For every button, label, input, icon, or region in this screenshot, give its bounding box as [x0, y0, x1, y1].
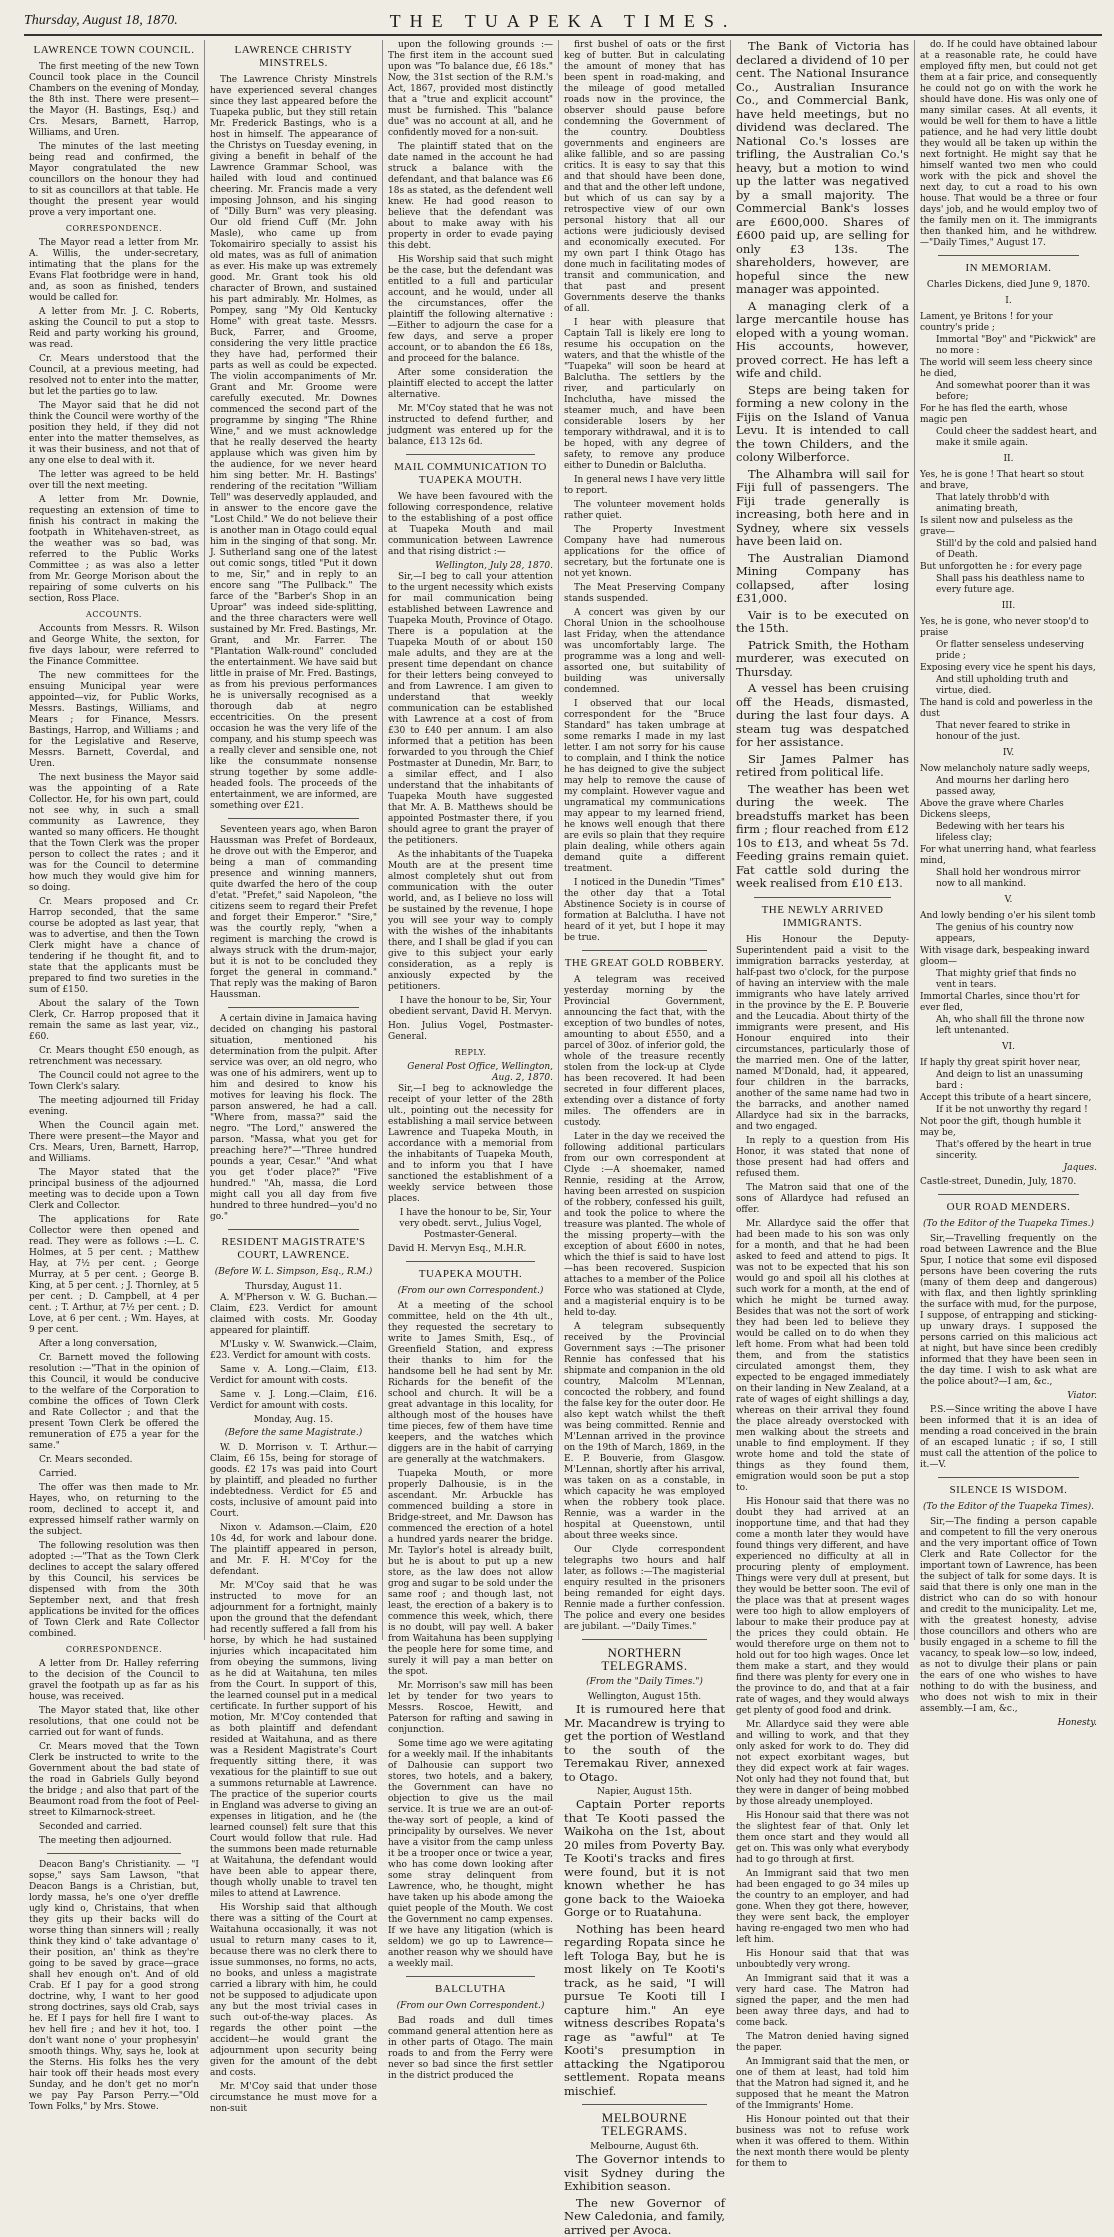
- verse-line: That mighty grief that finds no vent in tears.: [920, 969, 1097, 991]
- paragraph: Vair is to be executed on the 15th.: [736, 609, 909, 636]
- paragraph: At a meeting of the school committee, held on the 4th ult., they requested the secretary to write to James Smith, Esq., of Greenfield Station, and express their thanks to him for the handsome bell he had sent by Mr. Richards for the benefit of the school and church. It will be a great advantage in this locality, for although most of the houses have time pieces, few of them have time keepers, and the watches which diggers are in the habit of carrying are generally at the watchmakers.: [388, 1301, 553, 1466]
- paragraph: W. D. Morrison v. T. Arthur.—Claim, £6 15s, being for storage of goods. £2 17s was paid into Court by plaintiff, and pleaded no further indebtedness. Verdict for £5 and costs, inclusive of amount paid into Court.: [210, 1443, 377, 1520]
- paragraph: Steps are being taken for forming a new colony in the Fijis on the Island of Vanua Levu. It is intended to call the town Childers, and the colony Wilberforce.: [736, 384, 909, 465]
- paragraph: The Matron denied having signed the paper.: [736, 2032, 909, 2054]
- signature: I have the honour to be, Sir, Your obedient servant, David H. Mervyn.: [388, 996, 553, 1018]
- subheading: (From our own Correspondent.): [388, 1286, 553, 1297]
- paragraph: Sir James Palmer has retired from political life.: [736, 753, 909, 780]
- verse-line: The genius of his country now appears,: [920, 923, 1097, 945]
- article-heading: THE GREAT GOLD ROBBERY.: [564, 957, 725, 970]
- paragraph: The Australian Diamond Mining Company has collapsed, after losing £31,000.: [736, 552, 909, 606]
- verse-line: Accept this tribute of a heart sincere,: [920, 1093, 1097, 1104]
- paragraph: The Matron said that one of the sons of Allardyce had refused an offer.: [736, 1183, 909, 1216]
- verse-line: Is silent now and pulseless as the grave—: [920, 516, 1097, 538]
- article-heading: IN MEMORIAM.: [920, 262, 1097, 275]
- paragraph: Sir,—Travelling frequently on the road between Lawrence and the Blue Spur, I notice that some evil disposed persons have been covering the ruts (many of them deep and dangerous) with flax, and then lightly sprinkling the surface with mud, for the purpose, I suppose, of entrapping and sticking-up unwary drays. I supposed the persons carried on this malicious act at night, but have since been credibly informed that they have been seen in the day time. I wish to ask what are the police about?—I am, &c.,: [920, 1234, 1097, 1388]
- paragraph: In reply to a question from His Honor, it was stated that none of those present had had offers and refused them.: [736, 1136, 909, 1180]
- column-2: [204, 40, 382, 1640]
- author-signature: Jaques.: [920, 1163, 1097, 1174]
- verse-line: That's offered by the heart in true sincerity.: [920, 1140, 1097, 1162]
- paragraph: A concert was given by our Choral Union in the schoolhouse last Friday, when the attendance was uncomfortably large. The programme was a long and well-assorted one, but suitability of building was universally condemned.: [564, 608, 725, 696]
- paragraph: The new Governor of New Caledonia, and family, arrived per Avoca.: [564, 2197, 725, 2237]
- paragraph: Sir,—The finding a person capable and competent to fill the very onerous and the very important office of Town Clerk and Rate Collector for the important town of Lawrence, has been the subject of talk for some days. It is said that there is only one man in the district who can do so with honour and credit to the municipality. Let me, with the greatest honesty, advise those councillors and others who are busily engaged in a scheme to fill the vacancy, to speak low—so low, indeed, as not to divulge their plans or pain the ears of one who wishes to have nothing to do with the business, and who does not wish to mix in their assembly.—I am, &c.,: [920, 1517, 1097, 1715]
- paragraph: The Mayor read a letter from Mr. A. Willis, the under-secretary, intimating that the plans for the Evans Flat footbridge were in hand, and, as soon as finished, tenders would be called for.: [29, 238, 199, 304]
- paragraph: Same v. J. Long.—Claim, £16. Verdict for amount with costs.: [210, 1390, 377, 1412]
- paragraph: Some time ago we were agitating for a weekly mail. If the inhabitants of Dalhousie can support two stores, two hotels, and a bakery, the Government can have no objection to give us the mail service. It is true we are an out-of-the-way sort of people, a kind of principality by ourselves. We never have a visitor from the camp unless it be a trooper once or twice a year, who has come down looking after some stray delinquent from Lawrence, who, he thought, might have taken up his abode among the quiet people of the Mouth. We cost the Government no camp expenses. If we have any litigation (which is seldom) we go up to Lawrence—another reason why we should have a weekly mail.: [388, 1739, 553, 1970]
- column-4: [558, 40, 730, 1640]
- paragraph: The meeting then adjourned.: [29, 1836, 199, 1847]
- place-date: Castle-street, Dunedin, July, 1870.: [920, 1177, 1097, 1188]
- paragraph: Tuapeka Mouth, or more properly Dalhousie, is in the ascendant. Mr. Arbuckle has commenced building a store in Bridge-street, and Mr. Dawson has commenced the erection of a hotel a hundred yards nearer the bridge. Mr. Taylor's hotel is already built, but he is about to put up a new store, as the law does not allow grog and sugar to be sold under the same roof ; and though last, not least, the erection of a bakery is to commence this week, which, there is no doubt, will pay well. A baker from Waitahuna has been supplying the people here for some time, and surely it will pay a man better on the spot.: [388, 1469, 553, 1678]
- divider: [582, 950, 707, 951]
- verse-line: But unforgotten he : for every page: [920, 562, 1097, 573]
- paragraph: A letter from Mr. J. C. Roberts, asking the Council to put a stop to Reid and party working his ground, was read.: [29, 307, 199, 351]
- verse-line: The hand is cold and powerless in the dust: [920, 698, 1097, 720]
- paragraph: When the Council again met. There were present—the Mayor and Crs. Mears, Uren, Barnett, Harrop, and Williams.: [29, 1121, 199, 1165]
- verse-line: For he has fled the earth, whose magic pen: [920, 404, 1097, 426]
- paragraph: Carried.: [29, 1469, 199, 1480]
- signature: I have the honour to be, Sir, Your very obedt. servt., Julius Vogel, Postmaster-General.: [388, 1208, 553, 1241]
- paragraph: A managing clerk of a large mercantile house has eloped with a young woman. His accounts, however, proved correct. He has left a wife and child.: [736, 300, 909, 381]
- paragraph: An Immigrant said that the men, or one of them at least, had told him that the Matron had signed it, and he supposed that he meant the Matron of the Immigrants' Home.: [736, 2057, 909, 2112]
- article-heading: LAWRENCE TOWN COUNCIL.: [29, 44, 199, 57]
- stanza-number: II.: [920, 454, 1097, 465]
- paragraph: His Honour said that that was unboubtedly very wrong.: [736, 1949, 909, 1971]
- paragraph: A certain divine in Jamaica having decided on changing his pastoral situation, mentioned his determination from the pulpit. After service was over, an old negro, who was one of his admirers, went up to him and desired to know his motives for leaving his flock. The parson answered, he had a call. "Where from, massa?" said the negro. "The Lord," answered the parson. "Massa, what you get for preaching here?"—"Three hundred pounds a year, Cesar." "And what you get t'oder place?" "Five hundred." "Ah, massa, die Lord might call you all day from five hundred to three hundred—you'd no go.": [210, 1014, 377, 1223]
- paragraph: About the salary of the Town Clerk, Cr. Harrop proposed that it remain the same as last year, viz., £60.: [29, 999, 199, 1043]
- paragraph: The weather has been wet during the week. The breadstuffs market has been firm ; flour reached from £12 10s to £13, and wheat 5s 7d. Feeding grains remain quiet. Fat cattle sold during the week realised from £10 £13.: [736, 783, 909, 891]
- paragraph: In general news I have very little to report.: [564, 475, 725, 497]
- paragraph: The Mayor stated that the principal business of the adjourned meeting was to decide upon a Town Clerk and Collector.: [29, 1168, 199, 1212]
- paragraph: The offer was then made to Mr. Hayes, who, on returning to the room, declined to accept it, and expressed himself rather warmly on the subject.: [29, 1483, 199, 1538]
- paragraph: After some consideration the plaintiff elected to accept the latter alternative.: [388, 368, 553, 401]
- paragraph: A letter from Mr. Downie, requesting an extension of time to finish his contract in making the footpath in Whitehaven-street, as the weather was so bad, was referred to the Public Works Committee ; as was also a letter from Mr. George Morison about the repairing of some culverts on his section, Ross Place.: [29, 495, 199, 605]
- paragraph: M'Lusky v. W. Swanwick.—Claim, £23. Verdict for amount with costs.: [210, 1340, 377, 1362]
- dateline: Wellington, August 15th.: [564, 1692, 725, 1703]
- paragraph: Cr. Mears moved that the Town Clerk be instructed to write to the Government about the bad state of the road in Gabriels Gully beyond the bridge ; and also that part of the Beaumont road from the foot of Peel-street to Kilmarnock-street.: [29, 1742, 199, 1819]
- verse-line: Shall hold her wondrous mirror now to all mankind.: [920, 868, 1097, 890]
- paragraph: His Worship said that such might be the case, but the defendant was entitled to a full and particular account, and he would, under all the circumstances, offer the plaintiff the following alternative :—Either to adjourn the case for a few days, and serve a proper account, or to abandon the £6 18s, and proceed for the balance.: [388, 255, 553, 365]
- paragraph: upon the following grounds :—The first item in the account sued upon was "To balance due, £6 18s." Now, the 31st section of the R.M.'s Act, 1867, provided most distinctly that a "true and explicit account" must be furnished. This "balance due" was no account at all, and he confidently moved for a non-suit.: [388, 40, 553, 139]
- verse-line: Now melancholy nature sadly weeps,: [920, 764, 1097, 775]
- divider: [228, 1007, 359, 1008]
- masthead: [24, 8, 1102, 36]
- paragraph: His Honour pointed out that their business was not to refuse work when it was offered to them. Within the next month there would be plenty for them to: [736, 2115, 909, 2170]
- paragraph: Cr. Mears seconded.: [29, 1455, 199, 1466]
- paragraph: We have been favoured with the following correspondence, relative to the establishing of a post office at Tuapeka Mouth and mail communication between Lawrence and that rising district :—: [388, 492, 553, 558]
- article-heading: LAWRENCE CHRISTY MINSTRELS.: [210, 44, 377, 70]
- paragraph: The letter was agreed to be held over till the next meeting.: [29, 470, 199, 492]
- paragraph: Bad roads and dull times command general attention here as in other parts of Otago. The main roads to and from the Ferry were never so bad since the first settler in the district produced the: [388, 2016, 553, 2082]
- verse-line: Could cheer the saddest heart, and make it smile again.: [920, 427, 1097, 449]
- divider: [47, 1853, 181, 1854]
- subheading: (From the "Daily Times."): [564, 1677, 725, 1688]
- stanza-number: V.: [920, 895, 1097, 906]
- paragraph: Sir,—I beg to call your attention to the urgent necessity which exists for mail communication being established between Lawrence and Tuapeka Mouth, Province of Otago. There is a population at the Tuapeka Mouth of or about 150 male adults, and they are at the present time dependant on chance for their letters being conveyed to and from Lawrence. I am given to understand that weekly communication can be established with Lawrence at a cost of from £30 to £40 per annum. I am also informed that a petition has been forwarded to you through the Chief Postmaster at Dunedin, Mr. Barr, to a similar effect, and I also understand that the inhabitants of Tuapeka Mouth have suggested that Mr. A. B. Matthews should be appointed Postmaster there, if you should agree to grant the prayer of the petitioners.: [388, 572, 553, 847]
- column-3: [382, 40, 558, 1640]
- divider: [406, 1976, 535, 1977]
- paragraph: The volunteer movement holds rather quiet.: [564, 500, 725, 522]
- stanza-number: III.: [920, 601, 1097, 612]
- article-heading: TUAPEKA MOUTH.: [388, 1268, 553, 1281]
- newspaper-title: THE TUAPEKA TIMES.: [390, 11, 737, 32]
- paragraph: After a long conversation,: [29, 1339, 199, 1350]
- divider: [406, 454, 535, 455]
- paragraph: The minutes of the last meeting being read and confirmed, the Mayor congratulated the new councillors on the honour they had to sit as councillors at that table. He thought the present year would prove a very important one.: [29, 142, 199, 219]
- paragraph: His Honour said that there was no doubt they had arrived at an inopportune time, and that had they come a month later they would have found things very different, and have experienced no difficulty at all in procuring plenty of employment. Things were very dull at present, but they would be better soon. The evil of the place was that at present wages were too high to allow employers of labour to make their produce pay at the prices they could obtain. He would therefore urge on them not to hold out for too high wages. Once let them make a start, and they would find there was plenty for every one in the province to do, and that at a fair rate of wages, and they would always get plenty of good food and drink.: [736, 1497, 909, 1717]
- paragraph: The new committees for the ensuing Municipal year were appointed—viz, for Public Works, Messrs. Bastings, Williams, and Mears ; for Finance, Messrs. Bastings, Harrop, and Williams ; and for the Legislative and Reserve, Messrs. Barnett, Coverdal, and Uren.: [29, 671, 199, 770]
- paragraph: Cr. Barnett moved the following resolution :—"That in the opinion of this Council, it would be conducive to the welfare of the Corporation to combine the offices of Town Clerk and Rate Collector ; and that the present Town Clerk be offered the remuneration of £75 a year for the same.": [29, 1353, 199, 1452]
- article-heading: OUR ROAD MENDERS.: [920, 1201, 1097, 1214]
- poem: [920, 296, 1097, 1162]
- verse-line: Yes, he is gone, who never stoop'd to praise: [920, 617, 1097, 639]
- paragraph: Later in the day we received the following additional particulars from our own correspondent at Clyde :—A shoemaker, named Rennie, residing at the Arrow, having been arrested on suspicion of the robbery, confessed his guilt, and took the police to where the treasure was planted. The whole of the missing property—with the exception of about £600 in notes, which the thief is said to have lost—has been recovered. Suspicion attaches to a member of the Police Force who was stationed at Clyde, and a magisterial enquiry is to be held to-day.: [564, 1132, 725, 1319]
- verse-line: Immortal "Boy" and "Pickwick" are no more :: [920, 335, 1097, 357]
- subheading: (From our Own Correspondent.): [388, 2001, 553, 2012]
- divider: [938, 255, 1079, 256]
- paragraph: As the inhabitants of the Tuapeka Mouth are at the present time almost completely shut out from communication with the outer world, and, as I believe no loss will be sustained by the revenue, I hope you will see your way to comply with the wishes of the inhabitants there, and I shall be glad if you can give to this subject your early consideration, as a reply is anxiously expected by the petitioners.: [388, 850, 553, 993]
- verse-line: Bedewing with her tears his lifeless clay;: [920, 822, 1097, 844]
- article-columns: [24, 40, 1102, 1640]
- paragraph: It is rumoured here that Mr. Macandrew is trying to get the portion of Westland to the south of the Teremakau River, annexed to Otago.: [564, 1703, 725, 1784]
- dateline: Napier, August 15th.: [564, 1787, 725, 1798]
- section-subheading: ACCOUNTS.: [29, 609, 199, 620]
- dateline: Melbourne, August 6th.: [564, 2142, 725, 2153]
- divider: [754, 897, 891, 898]
- paragraph: A. M'Pherson v. W. G. Buchan.—Claim, £23. Verdict for amount claimed with costs. Mr. Gooday appeared for plaintiff.: [210, 1293, 377, 1337]
- verse-line: Or flatter senseless undeserving pride ;: [920, 640, 1097, 662]
- addressee: Hon. Julius Vogel, Postmaster-General.: [388, 1021, 553, 1043]
- subheading: (To the Editor of the Tuapeka Times.): [920, 1219, 1097, 1230]
- divider: [582, 2104, 707, 2105]
- paragraph: A telegram subsequently received by the Provincial Government says :—The prisoner Rennie has confessed that his shipmate and companion in the old country, Malcolm M'Lennan, concocted the robbery, and found the false key for the outer door. He also kept watch whilst the theft was being committed. Rennie and M'Lennan arrived in the province on the 19th of March, 1869, in the E. P. Bouverie, from Glasgow. M'Lennan, shortly after his arrival, was taken on as a constable, in which capacity he was employed when the robbery took place. Rennie, was a warder in the hospital at Queenstown, until about three weeks since.: [564, 1322, 725, 1542]
- column-6: [914, 40, 1102, 1640]
- paragraph: The Governor intends to visit Sydney during the Exhibition season.: [564, 2153, 725, 2194]
- subheading: (To the Editor of the Tuapeka Times).: [920, 1502, 1097, 1513]
- divider: [228, 1229, 359, 1230]
- paragraph: first bushel of oats or the first keg of butter. But in calculating the amount of money that has been spent in road-making, and the mileage of good metalled roads now in the province, the observer should pause before condemning the Government of the country. Doubtless governments and engineers are alike fallible, and so are passing critics. It is easy to say that this and that should have been done, and that and the other left undone, but which of us can say by a retrospective view of our own personal history that all our actions were judiciously devised and economically executed. For my own part I think Otago has done much in facilitating modes of transit and communication, and that past and present Governments deserve the thanks of all.: [564, 40, 725, 315]
- paragraph: A vessel has been cruising off the Heads, dismasted, during the last four days. A steam tug was despatched for her assistance.: [736, 682, 909, 750]
- paragraph: His Honour the Deputy-Superintendent paid a visit to the immigration barracks yesterday, at half-past two o'clock, for the purpose of having an interview with the male immigrants who have lately arrived in the province by the E. P. Bouverie and the Leucadia. About thirty of the immigrants were present, and His Honour enquired into their circumstances, particularly those of the married men. One of the latter, named M'Donald, had, it appeared, four children in the barracks, another of the same name had two in the barracks, and another named Allardyce had six in the barracks, and two engaged.: [736, 935, 909, 1133]
- dedication: Charles Dickens, died June 9, 1870.: [920, 280, 1097, 291]
- stanza-number: I.: [920, 296, 1097, 307]
- paragraph: Nixon v. Adamson.—Claim, £20 10s 4d, for work and labour done. The plaintiff appeared in person, and Mr. F. H. M'Coy for the defendant.: [210, 1523, 377, 1578]
- divider: [582, 1639, 707, 1640]
- article-heading: MAIL COMMUNICATION TO TUAPEKA MOUTH.: [388, 461, 553, 487]
- subheading: (Before the same Magistrate.): [210, 1428, 377, 1439]
- paragraph: I observed that our local correspondent for the "Bruce Standard" has taken umbrage at some remarks I made in my last letter. I am not sorry for his cause to complain, and I think the notice he has deigned to give the subject may help to remove the cause of my complaint. However vague and ungramatical my communications may appear to my learned friend, he knows well enough that there are evils so plain that they require plain dealing, while others again demand quite a different treatment.: [564, 699, 725, 875]
- verse-line: The world will seem less cheery since he died,: [920, 358, 1097, 380]
- author-signature: Honesty.: [920, 1718, 1097, 1729]
- verse-line: If haply thy great spirit hover near,: [920, 1058, 1097, 1069]
- verse-line: Exposing every vice he spent his days,: [920, 663, 1097, 674]
- paragraph: The next business the Mayor said was the appointing of a Rate Collector. He, for his own part, could not see why, in such a small community as Lawrence, they wanted so many officers. He thought that the Town Clerk was the proper person to collect the rates ; and it was for the Council to determine how much they would give him for so doing.: [29, 773, 199, 894]
- paragraph: An Immigrant said that it was a very hard case. The Matron had signed the paper, and the men had been away three days, and had to come back.: [736, 1974, 909, 2029]
- dateline: General Post Office, Wellington, Aug. 2, 1870.: [388, 1062, 553, 1084]
- article-heading: BALCLUTHA: [388, 1983, 553, 1996]
- divider: [406, 1261, 535, 1262]
- paragraph: The applications for Rate Collector were then opened and read. They were as follows :—L. C. Holmes, at 5 per cent. ; Matthew Hay, at 7½ per cent. ; George Murray, at 5 per cent. ; George B. King, at 5 per cent. ; J. Thornley, at 5 per cent. ; D. Campbell, at 4 per cent. ; T. Arthur, at 7½ per cent. ; D. Love, at 6 per cent. ; Wm. Hayes, at 9 per cent.: [29, 1215, 199, 1336]
- divider: [938, 1477, 1079, 1478]
- paragraph: His Worship said that although there was a sitting of the Court at Waitahuna occasionally, it was not usual to return many cases to it, because there was no clerk there to issue summonses, no forms, no acts, no books, and unless a magistrate carried a library with him, he could not be supposed to adjudicate upon any but the most trivial cases in such out-of-the-way places. As regards the other point —the accident—he would grant the adjournment upon security being given for the amount of the debt and costs.: [210, 1903, 377, 2079]
- verse-line: Immortal Charles, since thou'rt for ever fled,: [920, 992, 1097, 1014]
- verse-line: Yes, he is gone ! That heart so stout and brave,: [920, 470, 1097, 492]
- verse-line: And still upholding truth and virtue, died.: [920, 675, 1097, 697]
- column-1: [24, 40, 204, 1640]
- paragraph: A telegram was received yesterday morning by the Provincial Government, announcing the fact that, with the exception of two bundles of notes, amounting to about £550, and a parcel of 30oz. of inferior gold, the whole of the treasure recently stolen from the lock-up at Clyde has been recovered. It had been secreted in four different places, extending over a distance of forty miles. The offenders are in custody.: [564, 975, 725, 1129]
- divider: [938, 1194, 1079, 1195]
- verse-line: And lowly bending o'er his silent tomb: [920, 911, 1097, 922]
- verse-line: For what unerring hand, what fearless mind,: [920, 845, 1097, 867]
- verse-line: If it be not unworthy thy regard !: [920, 1105, 1097, 1116]
- paragraph: A letter from Dr. Halley referring to the decision of the Council to gravel the footpath up as far as his house, was received.: [29, 1659, 199, 1703]
- paragraph: Mr. M'Coy stated that he was not instructed to defend further, and judgment was entered up for the balance, £13 12s 6d.: [388, 404, 553, 448]
- verse-line: And deign to list an unassuming bard :: [920, 1070, 1097, 1092]
- verse-line: Shall pass his deathless name to every future age.: [920, 574, 1097, 596]
- paragraph: Mr. M'Coy said that he was instructed to move for an adjournment for a fortnight, mainly upon the ground that the defendant had recently suffered a fall from his horse, by which he had sustained injuries which incapacitated him from obeying the summons, living as he did at Waitahuna, ten miles from the Court. In support of this, the learned counsel put in a medical certificate. In further support of his motion, Mr. M'Coy contended that as both plaintiff and defendant resided at Waitahuna, and as there was a Resident Magistrate's Court frequently sitting there, it was vexatious for the plaintiff to sue out a summons returnable at Lawrence. The practice of the superior courts in England was adverse to giving an expenses in litigation, and he (the learned counsel) felt sure that this Court would follow that rule. Had the summons been made returnable at Waitahuna, the defendant would have been able to appear there, though wholly unable to travel ten miles to attend at Lawrence.: [210, 1581, 377, 1900]
- issue-date: Thursday, August 18, 1870.: [24, 13, 284, 29]
- verse-line: And somewhat poorer than it was before;: [920, 381, 1097, 403]
- article-heading: MELBOURNE TELEGRAMS.: [564, 2111, 725, 2137]
- paragraph: The Meat Preserving Company stands suspended.: [564, 583, 725, 605]
- paragraph: Cr. Mears proposed and Cr. Harrop seconded, that the same course be adopted as last year, that was to advertise, and then the Town Clerk might have a chance of tendering if he thought fit, and to state that the applicants must be prepared to find two sureties in the sum of £150.: [29, 897, 199, 996]
- section-subheading: REPLY.: [388, 1047, 553, 1058]
- paragraph: Mr. Allardyce said they were able and willing to work, and that they only asked for work to do. They did not expect exorbitant wages, but they did expect work at fair wages. Not only had they not found that, but they were in danger of being mobbed by those already unemployed.: [736, 1720, 909, 1808]
- paragraph: The Property Investment Company have had numerous applications for the office of secretary, but the fortunate one is not yet known.: [564, 525, 725, 580]
- paragraph: Sir,—I beg to acknowledge the receipt of your letter of the 28th ult., pointing out the necessity for establishing a mail service between Lawrence and Tuapeka Mouth, in accordance with a memorial from the inhabitants of Tuapeka Mouth, and to inform you that I have sanctioned the establishment of a weekly service between those places.: [388, 1084, 553, 1205]
- verse-line: With visage dark, bespeaking inward gloom—: [920, 946, 1097, 968]
- paragraph: The Lawrence Christy Minstrels have experienced several changes since they last appeared before the Tuapeka public, but they still retain Mr. Frederick Bastings, who is a host in himself. The appearance of the Christys on Tuesday evening, in giving a benefit in behalf of the Lawrence Grammar School, was hailed with loud and continued cheering. Mr. Francis made a very imposing Johnson, and his singing of "Dilly Burn" was very pleasing. Our old friend Cuff (Mr. John Masle), who came up from Tokomairiro specially to assist his old mates, was as full of animation as ever. His make up was extremely good. Mr. Grant took his old character of Brown, and sustained his part admirably. Mr. Holmes, as Pompey, sang "My Old Kentucky Home" with great taste. Messrs. Buck, Farrer, and Groome, considering the very little practice they have had, performed their parts as well as could be expected. The violin accompaniments of Mr. Grant and Mr. Groome were carefully executed. Mr. Downes commenced the second part of the programme by singing "The Rhine Wine," and we must acknowledge that he really deserved the hearty applause which was given him by the audience, for we never heard him sing better. Mr. H. Bastings' rendering of the recitation "William Tell" was deservedly applauded, and in answer to the encore gave the "Lost Child." We do not believe their is another man in Otago could equal him in the singing of that song. Mr. J. Sutherland sang one of the latest out comic songs, titled "Put it down to me, Sir," and in reply to an encore sang "The Pullback." The farce of the "Barber's Shop in an Uproar" was indeed side-splitting, and the three characters were well sustained by Mr. Fred. Bastings, Mr. Grant, and Mr. Farrer. The "Plantation Walk-round" concluded the entertainment. We have said but little in praise of Mr. Fred. Bastings, as from his previous performances he is universally recognised as a thorough dab at negro eccentricities. On the present occasion he was the very life of the company, and his stump speech was a really clever and sensible one, not like the consummate nonsense strung together by some addle-headed fools. The proceeds of the entertainment, we are informed, are something over £21.: [210, 75, 377, 812]
- paragraph: His Honour said that there was not the slightest fear of that. Only let them once start and they would all get on. This was only what everybody had to go through at first.: [736, 1811, 909, 1866]
- paragraph: Mr. Allardyce said the offer that had been made to his son was only for a month, and that he had been asked to feed and attend to pigs. It was not to be expected that his son would go and spoil all his clothes at such work for a month, at the end of which he might be turned away. Besides that was not the sort of work they had been led to believe they would be called on to do when they left home. From what had been told them, and from the statistics circulated amongst them, they expected to be engaged immediately on their landing in New Zealand, at a rate of wages of eight shillings a day, whereas on their arrival they found the place already overstocked with men walking about the streets and unable to find employment. If they wrote home and told the state of things as they found them, emigration would soon be put a stop to.: [736, 1219, 909, 1494]
- paragraph: do. If he could have obtained labour at a reasonable rate, he could have employed fifty men, but could not get them at a fair price, and consequently he could not go on with the work he should have done. His was only one of many similar cases. At all events, it would be well for them to have a little patience, and he had very little doubt they would all be taken up within the next fortnight. He might say that he himself wanted two men who could work with the pick and shovel the next day, to cut a road to his own house. That would be a three or four days' job, and he would employ two of the family men on it. The immigrants then thanked him, and he withdrew.—"Daily Times," August 17.: [920, 40, 1097, 249]
- verse-line: Ah, who shall fill the throne now left untenanted.: [920, 1015, 1097, 1037]
- verse-line: Not poor the gift, though humble it may be,: [920, 1117, 1097, 1139]
- paragraph: The plaintiff stated that on the date named in the account he had struck a balance with the defendant, and that balance was £6 18s as stated, as the defendent well knew. He had good reason to believe that the defendant was about to make away with his property in order to evade paying this debt.: [388, 142, 553, 252]
- verse-line: Still'd by the cold and palsied hand of Death.: [920, 539, 1097, 561]
- addressee: David H. Mervyn Esq., M.H.R.: [388, 1244, 553, 1255]
- paragraph: P.S.—Since writing the above I have been informed that it is an idea of mending a road conceived in the brain of an escaped lunatic ; if so, I still must call the attention of the police to it.—V.: [920, 1405, 1097, 1471]
- paragraph: The Bank of Victoria has declared a dividend of 10 per cent. The National Insurance Co., Australian Insurance Co., and Commercial Bank, have held meetings, but no dividend was declared. The National Co.'s losses are trifling, the Australian Co.'s heavy, but a motion to wind up the latter was negatived by a small majority. The Commercial Bank's losses are £600,000. Shares of £600 paid up, are selling for only £3 13s. The shareholders, however, are hopeful since the new manager was appointed.: [736, 40, 909, 297]
- paragraph: Seventeen years ago, when Baron Haussman was Prefet of Bordeaux, he drove out with the Emperor, and being a man of commanding presence and winning manners, quite dwarfed the hero of the coup d'etat. "Prefet," said Napoleon, "the citizens seem to regard their Prefet and forget their Emperor." "Sire," was the courtly reply, "when a regiment is marching the crowd is always struck with the drum-major, but it is not to be concluded they forget the general in command." That reply was the making of Baron Haussman.: [210, 825, 377, 1001]
- verse-line: That never feared to strike in honour of the just.: [920, 721, 1097, 743]
- paragraph: An Immigrant said that two men had been engaged to go 34 miles up the country to an employer, and had gone. When they got there, however, they were sent back, the employer having re-engaged two men who had left him.: [736, 1869, 909, 1946]
- paragraph: Patrick Smith, the Hotham murderer, was executed on Thursday.: [736, 639, 909, 680]
- paragraph: Cr. Mears thought £50 enough, as retrenchment was necessary.: [29, 1046, 199, 1068]
- paragraph: Same v. A. Long.—Claim, £13. Verdict for amount with costs.: [210, 1365, 377, 1387]
- dateline: Thursday, August 11.: [210, 1282, 377, 1293]
- dateline: Wellington, July 28, 1870.: [388, 561, 553, 572]
- paragraph: Cr. Mears understood that the Council, at a previous meeting, had resolved not to enter into the matter, but let the parties go to law.: [29, 354, 199, 398]
- column-5: [730, 40, 914, 1640]
- stanza-number: VI.: [920, 1042, 1097, 1053]
- verse-line: That lately throbb'd with animating breath,: [920, 493, 1097, 515]
- subheading: (Before W. L. Simpson, Esq., R.M.): [210, 1267, 377, 1278]
- article-heading: NORTHERN TELEGRAMS.: [564, 1646, 725, 1672]
- paragraph: Our Clyde correspondent telegraphs two hours and half later, as follows :—The magisterial enquiry resulted in the prisoners being remanded for eight days. Rennie made a further confession. The police and every one besides are jubilant. —"Daily Times.": [564, 1545, 725, 1633]
- paragraph: Seconded and carried.: [29, 1822, 199, 1833]
- article-heading: SILENCE IS WISDOM.: [920, 1484, 1097, 1497]
- paragraph: Captain Porter reports that Te Kooti passed the Waikoha on the 1st, about 20 miles from Poverty Bay. Te Kooti's tracks and fires were found, but it is not known whether he has gone back to the Waioeka Gorge or to Ruatahuna.: [564, 1798, 725, 1920]
- paragraph: Mr. M'Coy said that under those circumstance he must move for a non-suit: [210, 2082, 377, 2115]
- paragraph: The following resolution was then adopted :—"That as the Town Clerk declines to accept the salary offered by this Council, his services be dispensed with from the 30th September next, and that fresh applications be invited for the offices of Town Clerk and Rate Collector combined.: [29, 1541, 199, 1640]
- paragraph: The Council could not agree to the Town Clerk's salary.: [29, 1071, 199, 1093]
- verse-line: Above the grave where Charles Dickens sleeps,: [920, 799, 1097, 821]
- article-heading: THE NEWLY ARRIVED IMMIGRANTS.: [736, 904, 909, 930]
- verse-line: And mourns her darling hero passed away,: [920, 776, 1097, 798]
- paragraph: The meeting adjourned till Friday evening.: [29, 1096, 199, 1118]
- paragraph: Accounts from Messrs. R. Wilson and George White, the sexton, for five days labour, were referred to the Finance Committee.: [29, 624, 199, 668]
- paragraph: The Alhambra will sail for Fiji full of passengers. The Fiji trade generally is increasing, both here and in Sydney, where six vessels have been laid on.: [736, 468, 909, 549]
- dateline: Monday, Aug. 15.: [210, 1415, 377, 1426]
- verse-line: Lament, ye Britons ! for your country's pride ;: [920, 312, 1097, 334]
- paragraph: Mr. Morrison's saw mill has been let by tender for two years to Messrs. Roscoe, Hewitt, and Paterson for rafting and sawing in conjunction.: [388, 1681, 553, 1736]
- paragraph: I hear with pleasure that Captain Tall is likely ere long to resume his occupation on the waters, and that the whistle of the "Tuapeka" will soon be heard at Balclutha. The settlers by the river, and particularly on Inchclutha, have missed the steamer much, and have been considerable losers by her temporary withdrawal, and it is to be hoped, with any degree of safety, to remove any produce either to Dunedin or Balclutha.: [564, 318, 725, 472]
- paragraph: I noticed in the Dunedin "Times" the other day that a Total Abstinence Society is in course of formation at Balclutha. I have not heard of it yet, but I hope it may be true.: [564, 878, 725, 944]
- paragraph: The first meeting of the new Town Council took place in the Council Chambers on the evening of Monday, the 8th inst. There were present—the Mayor (H. Bastings, Esq.) and Crs. Mesars, Barnett, Harrop, Williams, and Uren.: [29, 62, 199, 139]
- article-heading: RESIDENT MAGISTRATE'S COURT, LAWRENCE.: [210, 1236, 377, 1262]
- paragraph: Deacon Bang's Christianity. — "I sopse," says Sam Lawson, "that Deacon Bangs is a Christian, but, lordy massa, he's one o'yer dreffle ugly kind o, Christains, that when they gits up their backs will do worse thing than sinners will ; really think they kind o' take advantage o' their position, an' think as they're going to be saved by grace—grace shall hev enough on't. And of old Crab. Ef I pay for a good strong doctrine, why, I want to her good strong doctrines, says old Crab, says he. Ef I pays for hell fire I want to hev hell fire ; and hev it hot, too. I don't want none o' your prophesyin' smooth things. Why, says he, look at the Sterns. His folks hes the very hair took off their heads most every Sunday, and he don't get no mor'n we pay Pay Parson Perry.—"Old Town Folks," by Mrs. Stowe.: [29, 1860, 199, 2113]
- author-signature: Viator.: [920, 1391, 1097, 1402]
- divider: [228, 818, 359, 819]
- stanza-number: IV.: [920, 748, 1097, 759]
- section-subheading: CORRESPONDENCE.: [29, 1644, 199, 1655]
- paragraph: The Mayor stated that, like other resolutions, that one could not be carried out for want of funds.: [29, 1706, 199, 1739]
- section-subheading: CORRESPONDENCE.: [29, 223, 199, 234]
- paragraph: The Mayor said that he did not think the Council were worthy of the position they held, if they did not enter into the matter themselves, as it was their business, and not that of any one else to deal with it.: [29, 401, 199, 467]
- paragraph: Nothing has been heard regarding Ropata since he left Tologa Bay, but he is most likely on Te Kooti's track, as he said, "I will pursue Te Kooti till I capture him." An eye witness describes Ropata's rage as "awful" at Te Kooti's presumption in attacking the Ngatiporou settlement. Ropata means mischief.: [564, 1923, 725, 2099]
